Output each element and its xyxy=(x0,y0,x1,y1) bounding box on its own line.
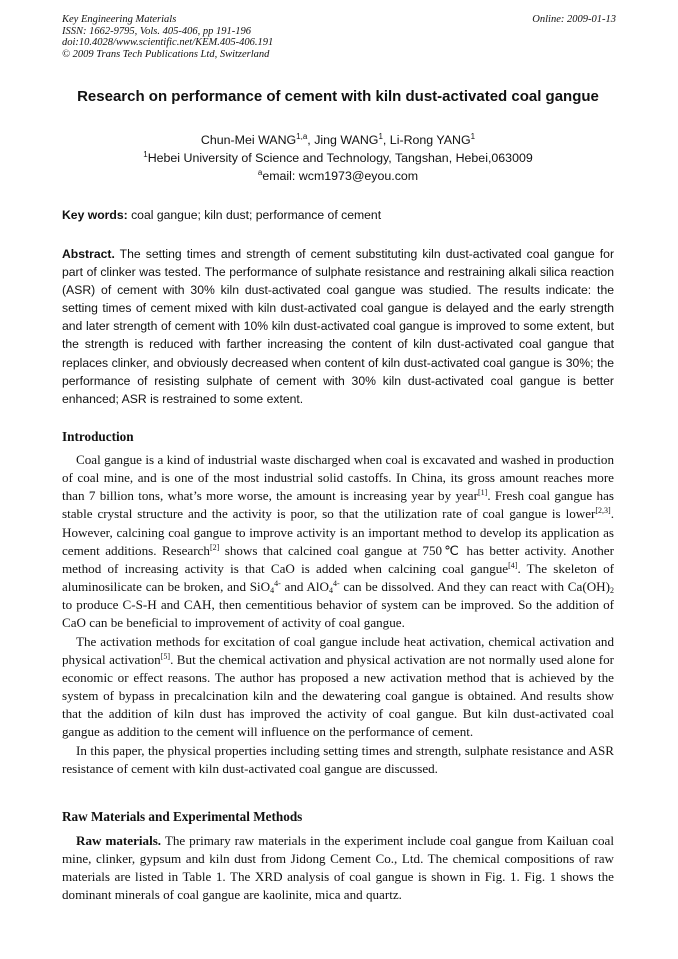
keywords-label: Key words: xyxy=(62,208,128,222)
doi-line: doi:10.4028/www.scientific.net/KEM.405-406.191 xyxy=(62,37,274,48)
issn-line: ISSN: 1662-9795, Vols. 405-406, pp 191-196 xyxy=(62,25,251,37)
text-run: The primary raw materials in the experiment include coal gangue from Kailuan coal mine, clinker, gypsum and kiln dust from Jidong Cement Co., Ltd. The chemical compositions of raw materials are listed in Table 1. The XRD analysis of coal gangue is shown in Fig. 1. Fig. 1 shows the dominant minerals of coal gangue are kaolinite, mica and quartz. xyxy=(62,833,614,903)
citation: [4] xyxy=(508,560,518,570)
subscript: 4 xyxy=(329,586,333,596)
author-block xyxy=(62,131,614,185)
paragraph xyxy=(62,832,614,905)
email-line xyxy=(62,167,614,185)
paragraph xyxy=(62,451,614,633)
citation: [1] xyxy=(477,488,488,498)
keywords xyxy=(62,206,614,224)
subsection-label: Raw materials. xyxy=(76,833,162,848)
text-run: shows that calcined coal gangue at 750℃ has better activity. Another method of increasing activity is that CaO is added when calcining coal gangue xyxy=(62,542,614,576)
subscript: 4 xyxy=(270,586,275,596)
affiliation-line xyxy=(62,149,614,167)
text-run: . The skeleton of aluminosilicate can be broken, and SiO xyxy=(62,560,614,595)
superscript: 4- xyxy=(333,579,340,589)
text-run: can be dissolved. And they can react with Ca(OH) xyxy=(339,579,610,595)
online-date: Online: 2009-01-13 xyxy=(532,14,616,25)
citation: [2] xyxy=(209,542,220,552)
text-run: and AlO xyxy=(280,579,329,595)
text-run: to produce C-S-H and CAH, then cementitious behavior of system can be improved. So the addition of CaO can be beneficial to improvement of activity of coal gangue. xyxy=(62,597,614,631)
email-mark: a xyxy=(257,168,263,177)
paper-title: Research on performance of cement with kiln dust-activated coal gangue xyxy=(77,88,599,105)
author-affiliation-mark: 1,a xyxy=(296,132,308,141)
email-text: email: wcm1973@eyou.com xyxy=(262,169,419,183)
citation: [2,3] xyxy=(595,506,611,516)
section-heading-introduction: Introduction xyxy=(62,429,134,444)
citation: [5] xyxy=(160,651,171,661)
author-affiliation-mark: 1 xyxy=(378,132,383,141)
text-run: Coal gangue is a kind of industrial waste discharged when coal is excavated and washed in production of coal mine, and is one of the most industrial solid castoffs. In China, its gross amount reaches more than 7 billion tons, what’s more worse, the amount is increasing year by year xyxy=(62,452,614,504)
text-run: . Fresh coal gangue has stable crystal structure and the activity is poor, so that the utilization rate of coal gangue is lower xyxy=(62,488,614,522)
author-separator: , xyxy=(307,133,315,147)
section-heading-methods: Raw Materials and Experimental Methods xyxy=(62,809,303,824)
author-separator: , xyxy=(382,133,390,147)
author-list xyxy=(62,131,614,149)
text-run: . But the chemical activation and physical activation are not normally used alone for economic or effect reasons. The author has proposed a new activation method that is achieved by the system of bypass in precalcination kiln and the dewatering coal gangue is obtained. And results show that the addition of kiln dust has improved the activity of coal gangue. But kiln dust-activated coal gangue as addition to the cement will influence on the performance of cement. xyxy=(62,651,614,740)
superscript: 4- xyxy=(274,579,281,589)
journal-header xyxy=(62,14,273,60)
author-name: Jing WANG xyxy=(314,133,379,147)
keywords-text: coal gangue; kiln dust; performance of cement xyxy=(127,208,382,222)
introduction-body xyxy=(62,451,614,778)
author-name: Li-Rong YANG xyxy=(389,133,471,147)
paragraph: In this paper, the physical properties including setting times and strength, sulphate resistance and ASR resistance of cement with kiln dust-activated coal gangue are discussed. xyxy=(62,742,614,776)
journal-name: Key Engineering Materials xyxy=(62,14,177,25)
author-affiliation-mark: 1 xyxy=(470,132,476,141)
affiliation-mark: 1 xyxy=(143,150,148,159)
affiliation-text: Hebei University of Science and Technology, Tangshan, Hebei,063009 xyxy=(147,151,533,165)
text-run: The activation methods for excitation of coal gangue include heat activation, chemical activation and physical activation xyxy=(62,633,614,667)
methods-body xyxy=(62,832,614,905)
copyright-line: © 2009 Trans Tech Publications Ltd, Switzerland xyxy=(62,48,270,60)
abstract-label: Abstract. xyxy=(62,247,115,261)
paragraph xyxy=(62,633,614,742)
author-name: Chun-Mei WANG xyxy=(200,133,297,147)
subscript: 2 xyxy=(610,586,614,596)
abstract-text: The setting times and strength of cement substituting kiln dust-activated coal gangue for part of clinker was tested. The performance of sulphate resistance and restraining alkali silica reaction (ASR) of cement with 30% kiln dust-activated coal gangue was studied. The results indicate: the setting times of cement mixed with kiln dust-activated coal gangue is delayed and the early strength and later strength of cement with 10% kiln dust-activated coal gangue is improved to some extent, but the strength is reduced with farther increasing the content of kiln dust-activated coal gangue that replaces clinker, and obviously decreased when content of kiln dust-activated coal gangue is 30%; the performance of resisting sulphate of cement with 30% kiln dust-activated coal gangue is better enhanced; ASR is restrained to some extent. xyxy=(62,247,614,406)
text-run: . However, calcining coal gangue to improve activity is an important method to develop its application as cement additions. Research xyxy=(62,506,614,558)
abstract xyxy=(62,245,614,408)
